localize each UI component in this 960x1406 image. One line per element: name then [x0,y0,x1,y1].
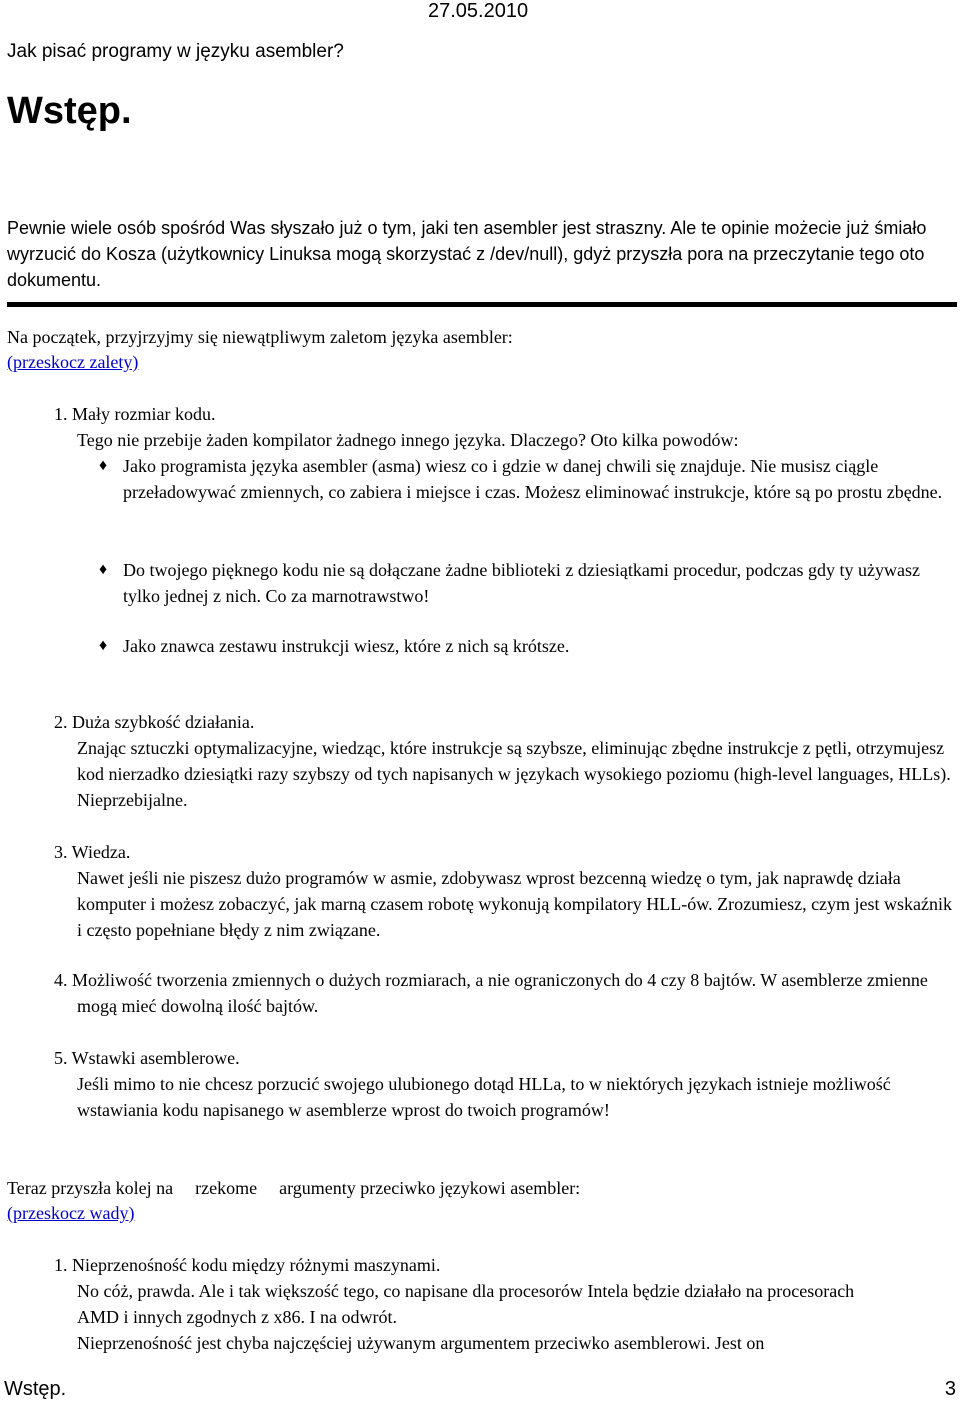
advantages-lead: Na początek, przyjrzyjmy się niewątpliwym zaletom języka asembler: [7,327,513,347]
item-text: Jeśli mimo to nie chcesz porzucić swojego ulubionego dotąd HLLa, to w niektórych językach istnieje możliwość wstawiania kodu napisanego w asemblerze wprost do twoich programów! [77,1074,891,1120]
bullet-item: ♦ Jako programista języka asembler (asma) wiesz co i gdzie w danej chwili się znajduje. Nie musisz ciągle przeładowywać zmiennych, co zabiera i miejsce i czas. Możesz eliminować instrukcje, które są po prostu zbędne. [123,453,955,505]
disadvantages-lead: Teraz przyszła kolej na rzekome argumenty przeciwko językowi asembler: [7,1178,581,1198]
disadvantage-item-1 [54,1252,957,1356]
advantage-item-2 [54,709,957,813]
item-title: 1. Mały rozmiar kodu. [54,404,216,424]
bullet-item: ♦ Jako znawca zestawu instrukcji wiesz, które z nich są krótsze. [123,633,955,659]
advantage-item-3 [54,839,957,943]
item-title: 3. Wiedza. [54,842,131,862]
item-title: 5. Wstawki asemblerowe. [54,1048,240,1068]
diamond-suit-icon: ♦ [99,637,108,654]
item-text: Nieprzenośność jest chyba najczęściej używanym argumentem przeciwko asemblerowi. Jest on [77,1333,765,1353]
section-heading: Wstęp. [7,90,132,132]
diamond-suit-icon: ♦ [99,457,108,474]
item-text: Tego nie przebije żaden kompilator żadnego innego języka. Dlaczego? Oto kilka powodów: [77,430,739,450]
skip-advantages-link[interactable]: (przeskocz zalety) [7,352,139,372]
item-title: 1. Nieprzenośność kodu między różnymi maszynami. [54,1255,441,1275]
item-title: 2. Duża szybkość działania. [54,712,255,732]
item-title: 4. Możliwość tworzenia zmiennych o dużych rozmiarach, a nie ograniczonych do 4 czy 8 bajtów. W asemblerze zmienne mogą mieć dowolną ilość bajtów. [54,970,928,1016]
intro-paragraph: Pewnie wiele osób spośród Was słyszało już o tym, jaki ten asembler jest straszny. Ale te opinie możecie już śmiało wyrzucić do Kosza (użytkownicy Linuksa mogą skorzystać z /dev/null), gdyż przyszła pora na przeczytanie tego oto dokumentu. [7,218,927,290]
advantage-item-5 [54,1045,957,1123]
skip-disadvantages-link[interactable]: (przeskocz wady) [7,1203,135,1223]
item-text: No cóż, prawda. Ale i tak większość tego, co napisane dla procesorów Intela będzie działało na procesorach AMD i innych zgodnych z x86. I na odwrót. [77,1281,855,1327]
document-title: Jak pisać programy w języku asembler? [7,41,344,62]
date: 27.05.2010 [428,0,529,22]
advantage-item-4 [54,967,957,1019]
horizontal-rule [7,302,957,307]
item-text: Znając sztuczki optymalizacyjne, wiedząc, które instrukcje są szybsze, eliminując zbędne instrukcje z pętli, otrzymujesz kod nierzadko dziesiątki razy szybszy od tych napisanych w językach wysokiego poziomu (high-level languages, HLLs). Nieprzebijalne. [77,738,951,810]
diamond-suit-icon: ♦ [99,561,108,578]
page-number: 3 [944,1378,956,1400]
footer-section-label: Wstęp. [4,1378,67,1400]
bullet-item: ♦ Do twojego pięknego kodu nie są dołączane żadne biblioteki z dziesiątkami procedur, podczas gdy ty używasz tylko jednej z nich. Co za marnotrawstwo! [123,557,955,609]
item-text: Nawet jeśli nie piszesz dużo programów w asmie, zdobywasz wprost bezcenną wiedzę o tym, jak naprawdę działa komputer i możesz zobaczyć, jak marną czasem robotę wykonują kompilatory HLL-ów. Zrozumiesz, czym jest wskaźnik i często popełniane błędy z nim związane. [77,868,953,940]
advantage-item-1 [54,401,957,453]
